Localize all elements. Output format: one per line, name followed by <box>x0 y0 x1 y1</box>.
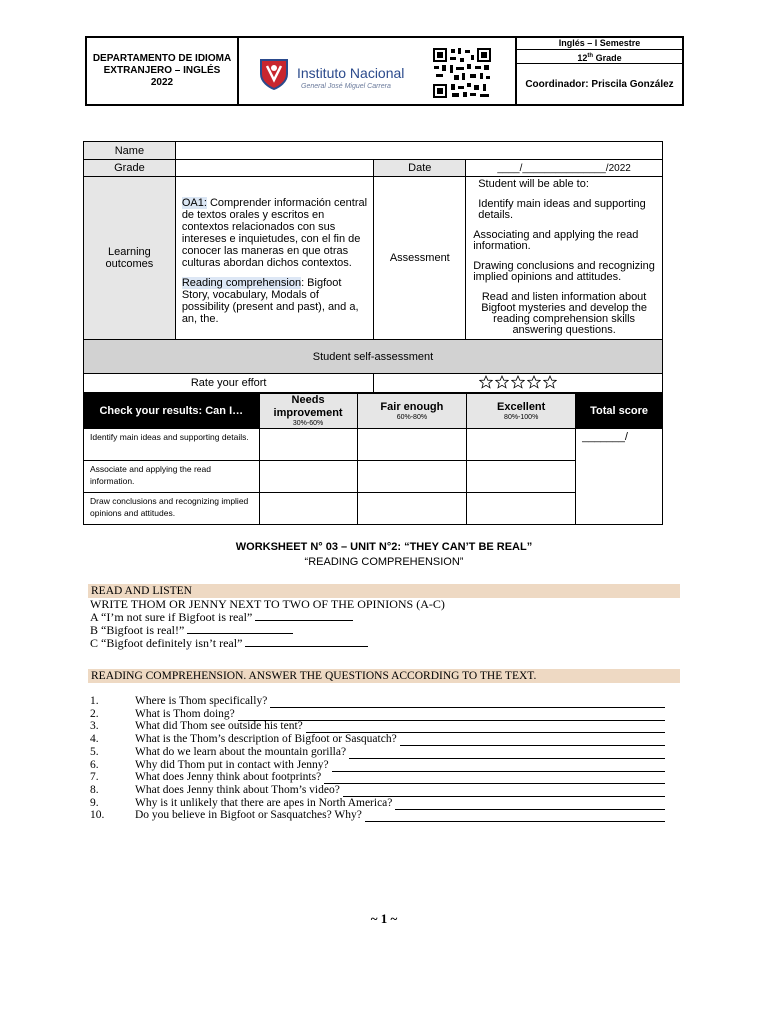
assessment-text <box>466 177 663 340</box>
question-item <box>90 759 665 772</box>
question-item <box>90 784 665 797</box>
assessment-item: Associating and applying the read information. <box>473 229 639 252</box>
question-number: 10. <box>90 809 105 822</box>
name-label: Name <box>84 142 176 160</box>
star-icon[interactable] <box>543 375 557 389</box>
star-rating[interactable] <box>374 374 663 393</box>
question-text: Where is Thom specifically? <box>135 695 268 707</box>
assessment-item: Student will be able to: <box>478 178 589 190</box>
fair-enough-cell[interactable] <box>357 493 467 525</box>
question-number: 3. <box>90 720 99 733</box>
star-icon[interactable] <box>511 375 525 389</box>
check-results-header: Check your results: Can I… <box>84 394 260 429</box>
self-assessment-table <box>83 393 663 525</box>
total-score-field[interactable]: _______/ <box>576 429 663 525</box>
learning-outcomes-text <box>175 177 374 340</box>
question-number: 4. <box>90 733 99 746</box>
question-text: What is the Thom’s description of Bigfoot or Sasquatch? <box>135 733 397 746</box>
criterion-row-label: Draw conclusions and recognizing implied opinions and attitudes. <box>84 493 260 525</box>
star-icon[interactable] <box>495 375 509 389</box>
answer-line[interactable] <box>306 723 665 733</box>
answer-line[interactable] <box>400 736 665 746</box>
answer-line[interactable] <box>365 812 665 822</box>
answer-blank[interactable] <box>187 624 293 634</box>
reading-comprehension-tag: Reading comprehension <box>181 277 302 289</box>
question-text: What does Jenny think about footprints? <box>135 771 322 784</box>
question-item <box>90 708 665 721</box>
needs-improvement-header: Needs improvement 30%-60% <box>259 394 357 429</box>
question-text: What does Jenny think about Thom’s video? <box>135 783 340 796</box>
needs-improvement-cell[interactable] <box>259 461 357 493</box>
worksheet-subtitle: “READING COMPREHENSION” <box>304 556 464 568</box>
department-line1: DEPARTAMENTO DE IDIOMA <box>92 53 232 64</box>
answer-line[interactable] <box>324 774 665 784</box>
star-icon[interactable] <box>479 375 493 389</box>
learning-outcomes-label: Learning outcomes <box>84 177 176 340</box>
answer-line[interactable] <box>332 762 665 772</box>
needs-improvement-cell[interactable] <box>259 429 357 461</box>
self-assessment-title: Student self-assessment <box>84 340 663 374</box>
question-item <box>90 809 665 822</box>
answer-line[interactable] <box>349 749 665 759</box>
question-item <box>90 733 665 746</box>
opinion-item: B “Bigfoot is real!” <box>90 624 293 637</box>
page-number: ~ 1 ~ <box>370 911 398 926</box>
question-item <box>90 797 665 810</box>
question-text: What is Thom doing? <box>135 707 235 720</box>
document-header <box>85 36 684 106</box>
criterion-row-label: Identify main ideas and supporting details. <box>84 429 260 461</box>
question-text: Do you believe in Bigfoot or Sasquatches? Why? <box>135 809 362 822</box>
shield-logo-icon <box>259 58 289 90</box>
course-semester: Inglés – I Semestre <box>517 38 682 50</box>
question-item <box>90 746 665 759</box>
assessment-item: Drawing conclusions and recognizing implied opinions and attitudes. <box>473 260 655 283</box>
institution-logo-block <box>239 38 517 104</box>
question-number: 8. <box>90 783 99 796</box>
answer-line[interactable] <box>270 698 665 708</box>
oa1-tag: OA1: <box>181 197 207 209</box>
excellent-cell[interactable] <box>467 461 576 493</box>
answer-line[interactable] <box>238 711 665 721</box>
question-number: 2. <box>90 707 99 720</box>
total-score-header: Total score <box>576 394 663 429</box>
opinion-item: A “I’m not sure if Bigfoot is real” <box>90 611 353 624</box>
assessment-item: Read and listen information about Bigfoot mysteries and develop the reading comprehension skills answering questions. <box>481 291 647 336</box>
section-read-and-listen: READ AND LISTEN <box>88 584 680 598</box>
question-number: 7. <box>90 771 99 784</box>
date-field[interactable]: ____/_______________/2022 <box>466 160 663 177</box>
opinion-item: C “Bigfoot definitely isn’t real” <box>90 637 368 650</box>
answer-line[interactable] <box>395 800 665 810</box>
reading-comprehension-text: : Bigfoot Story, vocabulary, Modals of possibility (present and past), and a, an, the. <box>181 277 359 325</box>
question-text: Why is it unlikely that there are apes in North America? <box>135 796 393 809</box>
department-block <box>87 38 239 104</box>
question-item <box>90 720 665 733</box>
worksheet-title: WORKSHEET N° 03 – UNIT N°2: “THEY CAN’T BE REAL” <box>235 541 533 553</box>
question-item <box>90 695 665 708</box>
assessment-label: Assessment <box>374 177 466 340</box>
course-info-block <box>517 38 682 104</box>
fair-enough-cell[interactable] <box>357 461 467 493</box>
grade-field[interactable] <box>175 160 374 177</box>
question-number: 6. <box>90 758 99 771</box>
section-reading-comprehension: READING COMPREHENSION. ANSWER THE QUESTIONS ACCORDING TO THE TEXT. <box>88 669 680 683</box>
excellent-cell[interactable] <box>467 493 576 525</box>
question-number: 5. <box>90 745 99 758</box>
excellent-cell[interactable] <box>467 429 576 461</box>
qr-code-icon <box>432 47 492 99</box>
question-text: What do we learn about the mountain gorilla? <box>135 745 347 758</box>
question-text: What did Thom see outside his tent? <box>135 720 303 733</box>
assessment-item: Identify main ideas and supporting details. <box>478 198 646 221</box>
department-line2: EXTRANJERO – INGLÉS <box>103 65 221 76</box>
student-info-table <box>83 141 663 393</box>
question-number: 1. <box>90 695 99 707</box>
question-text: Why did Thom put in contact with Jenny? <box>135 758 329 771</box>
answer-blank[interactable] <box>255 611 353 621</box>
grade-label: Grade <box>84 160 176 177</box>
question-item <box>90 771 665 784</box>
fair-enough-header: Fair enough 60%-80% <box>357 394 467 429</box>
criterion-row-label: Associate and applying the read information. <box>84 461 260 493</box>
instruction-opinions: WRITE THOM OR JENNY NEXT TO TWO OF THE OPINIONS (A-C) <box>90 597 445 611</box>
logo-title: Instituto Nacional <box>297 65 405 81</box>
needs-improvement-cell[interactable] <box>259 493 357 525</box>
star-icon[interactable] <box>527 375 541 389</box>
rate-effort-label: Rate your effort <box>84 374 374 393</box>
coordinator: Coordinador: Priscila González <box>525 78 674 90</box>
answer-line[interactable] <box>343 787 665 797</box>
date-label: Date <box>374 160 466 177</box>
logo-subtitle: General José Miguel Carrera <box>301 83 391 90</box>
course-grade: 12th Grade <box>517 50 682 64</box>
fair-enough-cell[interactable] <box>357 429 467 461</box>
star-rating-stars[interactable] <box>478 380 558 392</box>
name-field[interactable] <box>175 142 662 160</box>
department-year: 2022 <box>150 77 174 88</box>
oa1-text: Comprender información central de textos orales y escritos en contextos relacionados con sus intereses e inquietudes, con el fin de conocer las maneras en que otras culturas abordan dichos contextos. <box>181 197 368 269</box>
answer-blank[interactable] <box>245 637 368 647</box>
question-number: 9. <box>90 796 99 809</box>
excellent-header: Excellent 80%-100% <box>467 394 576 429</box>
